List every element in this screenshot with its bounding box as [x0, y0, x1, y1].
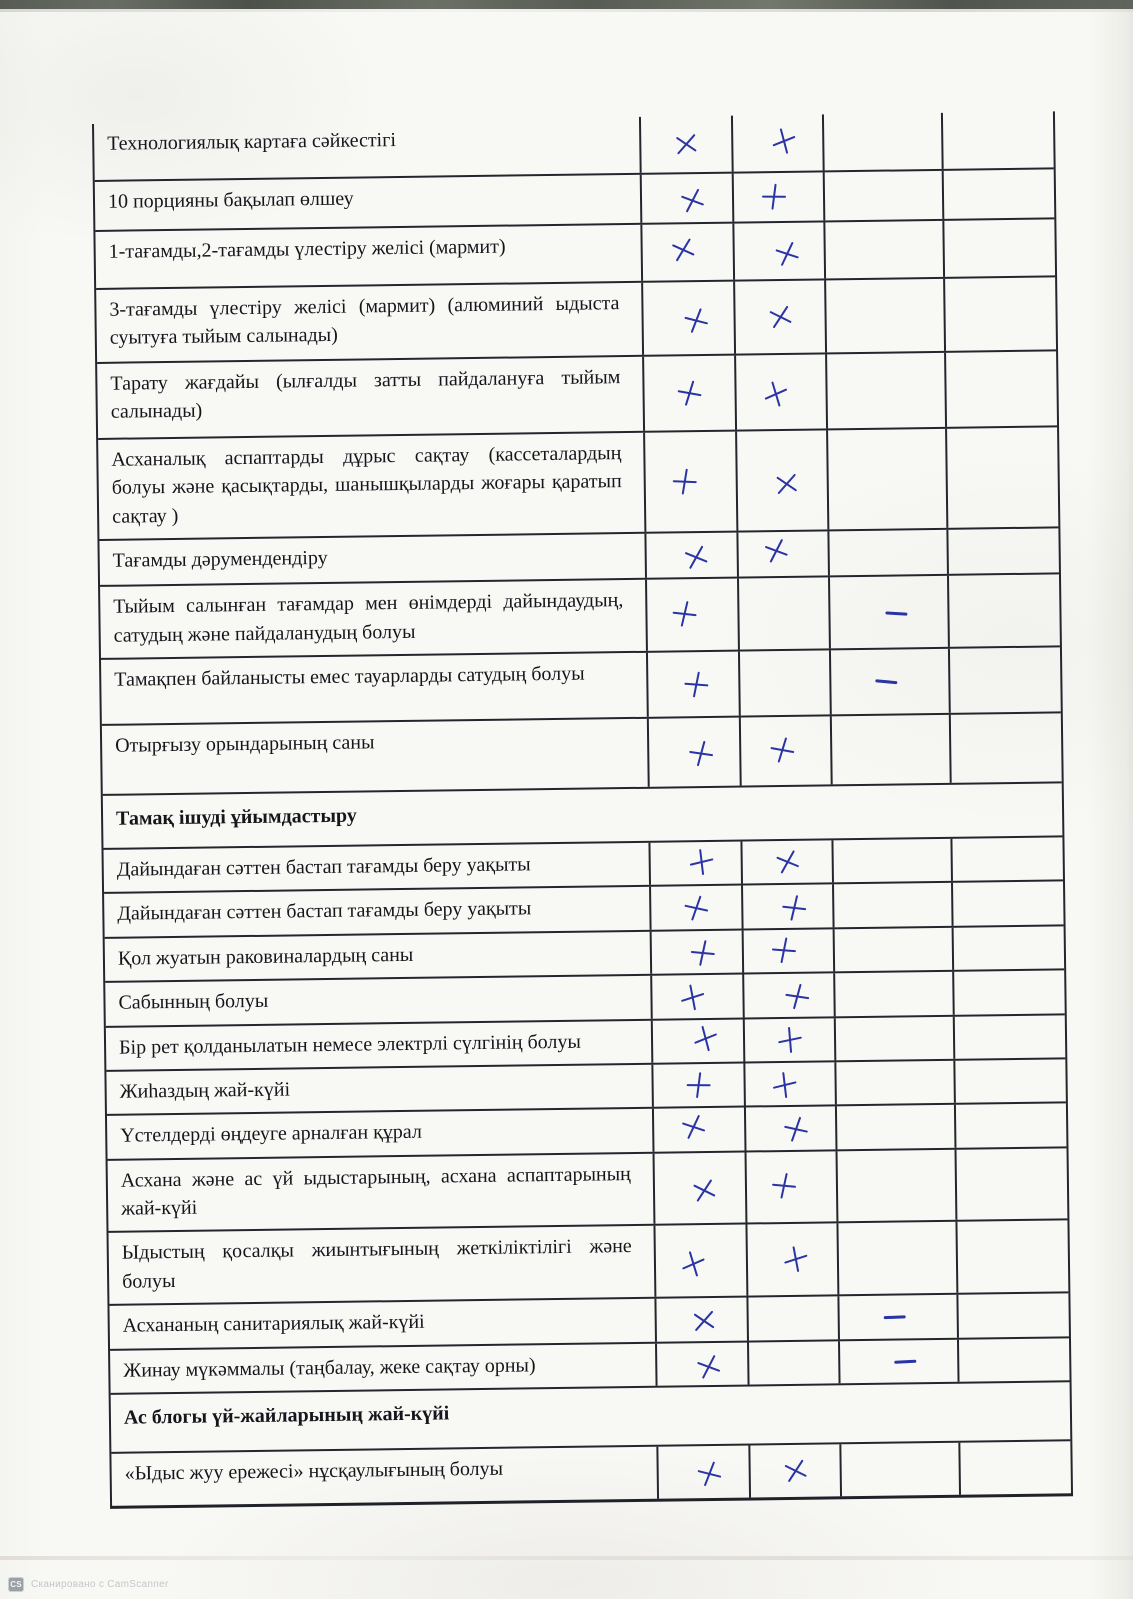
- mark-cell: [742, 929, 834, 973]
- plus-mark: [681, 892, 711, 923]
- plus-mark: [667, 233, 700, 267]
- row-label: Дайындаған сәттен бастап тағамды беру уақыты: [117, 897, 532, 926]
- mark-cell: [944, 351, 1057, 426]
- plus-mark: [769, 466, 804, 501]
- row-label: 3-тағамды үлестіру желісі (мармит) (алюминий ыдыста суытуға тыйым салынады): [109, 292, 620, 350]
- plus-mark: [778, 1454, 812, 1488]
- row-label: 1-тағамды,2-тағамды үлестіру желісі (мармит): [108, 235, 506, 263]
- mark-cell: [839, 1443, 959, 1497]
- mark-cell: [828, 576, 948, 648]
- mark-cell: [834, 1061, 954, 1105]
- mark-cell: [948, 647, 1061, 712]
- dash-mark: [883, 1315, 905, 1320]
- mark-cell: [833, 972, 953, 1016]
- table-row: [100, 573, 1060, 658]
- mark-cell: [646, 652, 739, 717]
- mark-cell: [731, 114, 823, 171]
- plus-mark: [671, 599, 699, 629]
- mark-cell: [738, 650, 830, 715]
- inspection-table: [92, 111, 1073, 1509]
- mark-cell: [956, 1294, 1069, 1338]
- plus-mark: [763, 300, 797, 334]
- mark-cell: [951, 882, 1064, 926]
- mark-cell: [736, 532, 828, 577]
- mark-cell: [741, 885, 833, 929]
- plus-mark: [783, 982, 812, 1012]
- plus-mark: [693, 1350, 725, 1383]
- table-row: [108, 1219, 1068, 1304]
- plus-mark: [678, 1247, 710, 1280]
- plus-mark: [690, 1022, 721, 1054]
- mark-cell: [832, 883, 952, 927]
- plus-mark: [687, 847, 715, 877]
- mark-cell: [734, 354, 826, 429]
- plus-mark: [675, 378, 704, 409]
- mark-cell: [735, 430, 827, 530]
- row-label: Тамақ ішуді ұйымдастыру: [115, 804, 357, 830]
- mark-cell: [647, 718, 740, 787]
- mark-cell: [748, 1444, 840, 1497]
- row-label: Асхана және ас үй ыдыстарының, асхана аспаптарының жай-күйі: [120, 1162, 631, 1220]
- mark-cell: [648, 842, 741, 886]
- mark-cell: [732, 172, 824, 221]
- plus-mark: [681, 305, 712, 337]
- mark-cell: [653, 1225, 746, 1297]
- mark-cell: [836, 1222, 956, 1294]
- mark-cell: [830, 715, 950, 785]
- camscanner-text: Сканировано с CamScanner: [31, 1579, 169, 1590]
- mark-cell: [640, 174, 733, 223]
- mark-cell: [946, 529, 1059, 574]
- row-label: 10 порцияны бақылап өлшеу: [107, 187, 354, 213]
- mark-cell: [947, 575, 1060, 647]
- mark-cell: [823, 221, 943, 279]
- table-row: [101, 645, 1061, 724]
- plus-mark: [687, 1304, 722, 1339]
- plus-mark: [770, 936, 797, 965]
- mark-cell: [642, 356, 735, 431]
- plus-mark: [694, 1458, 725, 1490]
- row-label: Сабынның болуы: [118, 989, 269, 1014]
- table-row: [108, 1146, 1068, 1231]
- camscanner-credit: [8, 1577, 169, 1592]
- row-label: Тағамды дәрумендендіру: [112, 547, 328, 572]
- mark-cell: [824, 279, 944, 353]
- mark-cell: [942, 169, 1055, 218]
- table-row: [102, 711, 1062, 794]
- plus-mark: [688, 1173, 722, 1207]
- mark-cell: [747, 1341, 839, 1385]
- mark-cell: [737, 578, 829, 650]
- row-label: Ас блогы үй-жайларының жай-күйі: [123, 1402, 450, 1429]
- mark-cell: [829, 649, 949, 715]
- mark-cell: [645, 579, 738, 651]
- mark-cell: [745, 1224, 837, 1296]
- row-label: Асхананың санитариялық жай-күйі: [122, 1310, 425, 1337]
- plus-mark: [689, 938, 716, 967]
- row-label: Тамақпен байланысты емес тауарларды сатудың болуы: [114, 662, 585, 691]
- mark-cell: [833, 928, 953, 972]
- mark-cell: [742, 973, 834, 1017]
- mark-cell: [943, 277, 1056, 350]
- mark-cell: [739, 716, 831, 785]
- mark-cell: [954, 1104, 1067, 1148]
- plus-mark: [687, 738, 716, 768]
- mark-cell: [834, 1016, 954, 1060]
- mark-cell: [655, 1342, 748, 1386]
- plus-mark: [768, 125, 799, 157]
- dash-mark: [885, 610, 907, 615]
- mark-cell: [838, 1339, 958, 1383]
- mark-cell: [942, 219, 1055, 276]
- scan-artifact-bottom: [0, 1556, 1133, 1560]
- mark-cell: [652, 1108, 745, 1152]
- plus-mark: [776, 1025, 804, 1054]
- plus-mark: [669, 127, 704, 162]
- plus-mark: [760, 378, 792, 411]
- plus-mark: [771, 237, 803, 270]
- mark-cell: [639, 116, 732, 173]
- plus-mark: [676, 184, 708, 217]
- mark-cell: [831, 839, 951, 883]
- mark-cell: [953, 1015, 1066, 1059]
- row-label: Тыйым салынған тағамдар мен өнімдерді дайындаудың, сатудың және пайдаланудың болуы: [113, 589, 624, 647]
- mark-cell: [651, 1063, 744, 1107]
- mark-cell: [953, 1059, 1066, 1103]
- mark-cell: [836, 1149, 956, 1221]
- row-label: Жинау мүкәммалы (таңбалау, жеке сақтау орны): [123, 1353, 536, 1382]
- mark-cell: [949, 713, 1062, 782]
- mark-cell: [744, 1107, 836, 1151]
- plus-mark: [770, 1070, 798, 1100]
- mark-cell: [958, 1441, 1071, 1494]
- mark-cell: [650, 975, 743, 1019]
- dash-mark: [894, 1359, 916, 1364]
- mark-cell: [825, 353, 945, 429]
- plus-mark: [683, 670, 710, 699]
- plus-mark: [686, 1072, 711, 1099]
- mark-cell: [950, 837, 1063, 881]
- plus-mark: [771, 845, 804, 879]
- mark-cell: [743, 1018, 835, 1062]
- mark-cell: [941, 111, 1054, 168]
- plus-mark: [767, 735, 796, 766]
- mark-cell: [653, 1152, 746, 1224]
- mark-cell: [952, 970, 1065, 1014]
- mark-cell: [656, 1446, 749, 1499]
- row-label: Ыдыстың қосалқы жиынтығының жеткіліктілігі және болуы: [121, 1235, 632, 1293]
- table-row: [98, 425, 1058, 539]
- mark-cell: [740, 840, 832, 884]
- mark-cell: [643, 432, 736, 532]
- row-label: Тарату жағдайы (ылғалды затты пайдалануға тыйым салынады): [110, 366, 621, 424]
- mark-cell: [640, 224, 733, 281]
- mark-cell: [954, 1148, 1067, 1220]
- row-label: Үстелдерді өңдеуге арналған құрал: [120, 1121, 423, 1148]
- mark-cell: [654, 1298, 747, 1342]
- mark-cell: [837, 1295, 957, 1339]
- mark-cell: [827, 530, 947, 576]
- mark-cell: [641, 282, 734, 355]
- plus-mark: [761, 183, 786, 210]
- plus-mark: [781, 1114, 811, 1145]
- mark-cell: [650, 930, 743, 974]
- plus-mark: [678, 982, 708, 1013]
- plus-mark: [760, 534, 792, 567]
- plus-mark: [678, 1111, 710, 1144]
- row-label: Жиһаздың жай-күйі: [119, 1078, 291, 1103]
- row-label: Технологиялық картаға сәйкестігі: [107, 129, 397, 155]
- mark-cell: [826, 429, 946, 530]
- mark-cell: [649, 886, 742, 930]
- mark-cell: [733, 280, 825, 353]
- plus-mark: [780, 893, 808, 923]
- mark-cell: [945, 427, 1058, 528]
- table-row: [96, 275, 1056, 362]
- table-row: [111, 1439, 1071, 1506]
- mark-cell: [957, 1338, 1070, 1382]
- plus-mark: [672, 467, 698, 495]
- mark-cell: [822, 113, 942, 171]
- row-label: Қол жуатын раковиналардың саны: [117, 943, 414, 970]
- row-label: «Ыдыс жуу ережесі» нұсқаулығының болуы: [124, 1457, 504, 1485]
- mark-cell: [746, 1297, 838, 1341]
- mark-cell: [823, 171, 943, 221]
- section-row: [111, 1380, 1071, 1447]
- plus-mark: [680, 541, 713, 575]
- mark-cell: [955, 1221, 1068, 1293]
- mark-cell: [835, 1105, 955, 1149]
- mark-cell: [743, 1062, 835, 1106]
- mark-cell: [644, 533, 737, 578]
- row-label: Бір рет қолданылатын немесе электрлі сүлгінің болуы: [118, 1030, 582, 1059]
- mark-cell: [651, 1019, 744, 1063]
- plus-mark: [780, 1243, 810, 1274]
- plus-mark: [770, 1171, 797, 1200]
- row-label: Дайындаған сәттен бастап тағамды беру уақыты: [116, 853, 531, 881]
- mark-cell: [952, 926, 1065, 970]
- row-label: Асханалық аспаптарды дұрыс сақтау (кассеталардың болуы және қасықтарды, шанышқыларды жоғары қаратып сақтау ): [111, 442, 622, 528]
- mark-cell: [732, 222, 824, 279]
- row-label: Отырғызу орындарының саны: [114, 731, 375, 757]
- table-row: [97, 349, 1057, 438]
- camscanner-logo-icon: CS: [8, 1577, 24, 1592]
- dash-mark: [875, 678, 897, 684]
- mark-cell: [745, 1151, 837, 1223]
- scan-artifact-top: [0, 0, 1133, 9]
